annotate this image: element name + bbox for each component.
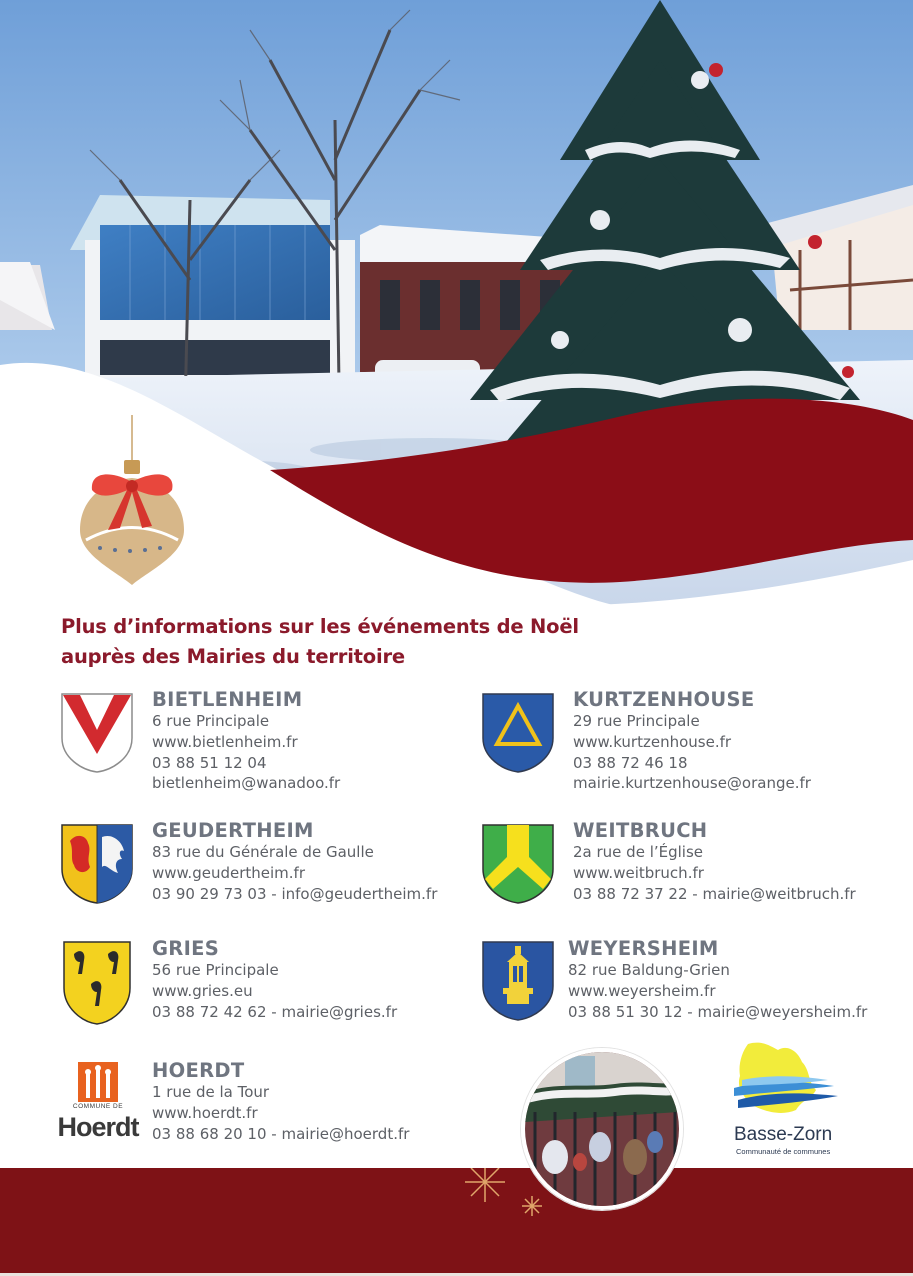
commune-name: GRIES [152,937,220,960]
baubles-on-fence-scene [525,1052,679,1206]
star-sparkle-icon [0,1168,913,1276]
commune-name: GEUDERTHEIM [152,819,314,842]
commune-name: BIETLENHEIM [152,688,303,711]
hoerdt-logo-icon [52,1060,144,1144]
commune-website-link[interactable]: www.weyersheim.fr [568,981,716,1000]
commune-phone-email[interactable]: 03 88 68 20 10 - mairie@hoerdt.fr [152,1124,410,1143]
three-cranes-shield-icon [62,940,132,1026]
basse-zorn-subtitle: Communauté de communes [736,1147,831,1156]
commune-entry-bietlenheim [152,689,552,794]
commune-address: 56 rue Principale [152,961,279,979]
lion-eagle-shield-icon [60,823,134,905]
commune-entry-hoerdt [152,1060,552,1144]
commune-website-link[interactable]: www.hoerdt.fr [152,1103,258,1122]
basse-zorn-logo [732,1040,847,1160]
commune-name: KURTZENHOUSE [573,688,755,711]
hoerdt-logo-caption: COMMUNE DE [72,1103,124,1110]
commune-email-link[interactable]: bietlenheim@wanadoo.fr [152,774,341,793]
commune-name: WEITBRUCH [573,819,708,842]
commune-website-link[interactable]: www.geudertheim.fr [152,863,305,882]
commune-website-link[interactable]: www.gries.eu [152,981,253,1000]
commune-address: 2a rue de l’Église [573,843,704,861]
commune-website-link[interactable]: www.weitbruch.fr [573,863,704,882]
commune-entry-gries [152,938,552,1022]
commune-entry-kurtzenhouse [573,689,913,794]
red-chevron-shield-icon [60,692,134,774]
commune-entry-geudertheim [152,820,552,904]
commune-address: 82 rue Baldung-Grien [568,961,730,979]
hero-photo [0,0,913,610]
commune-name: HOERDT [152,1059,245,1082]
commune-website-link[interactable]: www.bietlenheim.fr [152,732,298,751]
footer-band [0,1168,913,1276]
commune-phone-email[interactable]: 03 88 72 42 62 - mairie@gries.fr [152,1002,398,1021]
basse-zorn-title: Basse-Zorn [734,1124,833,1145]
christmas-baubles-photo [521,1048,683,1210]
commune-address: 1 rue de la Tour [152,1083,270,1101]
commune-phone-email[interactable]: 03 88 51 30 12 - mairie@weyersheim.fr [568,1002,868,1021]
commune-entry-weyersheim [568,938,913,1022]
basse-zorn-map-icon [732,1040,847,1124]
headline-line-2: auprès des Mairies du territoire [61,645,405,668]
hoerdt-logo-wordmark: Hoerdt [57,1112,139,1142]
commune-entry-weitbruch [573,820,913,904]
commune-name: WEYERSHEIM [568,937,719,960]
info-headline [61,612,661,672]
commune-phone-email[interactable]: 03 90 29 73 03 - info@geudertheim.fr [152,884,438,903]
commune-website-link[interactable]: www.kurtzenhouse.fr [573,732,732,751]
commune-phone-email[interactable]: 03 88 72 37 22 - mairie@weitbruch.fr [573,884,856,903]
headline-line-1: Plus d’informations sur les événements de Noël [61,615,579,638]
commune-address: 83 rue du Générale de Gaulle [152,843,374,861]
winter-town-hall-scene [0,0,913,610]
commune-phone: 03 88 72 46 18 [573,753,688,772]
commune-email-link[interactable]: mairie.kurtzenhouse@orange.fr [573,774,811,793]
commune-phone: 03 88 51 12 04 [152,753,267,772]
commune-address: 6 rue Principale [152,712,270,730]
commune-address: 29 rue Principale [573,712,700,730]
hoerdt-emblem-icon [52,1060,144,1106]
